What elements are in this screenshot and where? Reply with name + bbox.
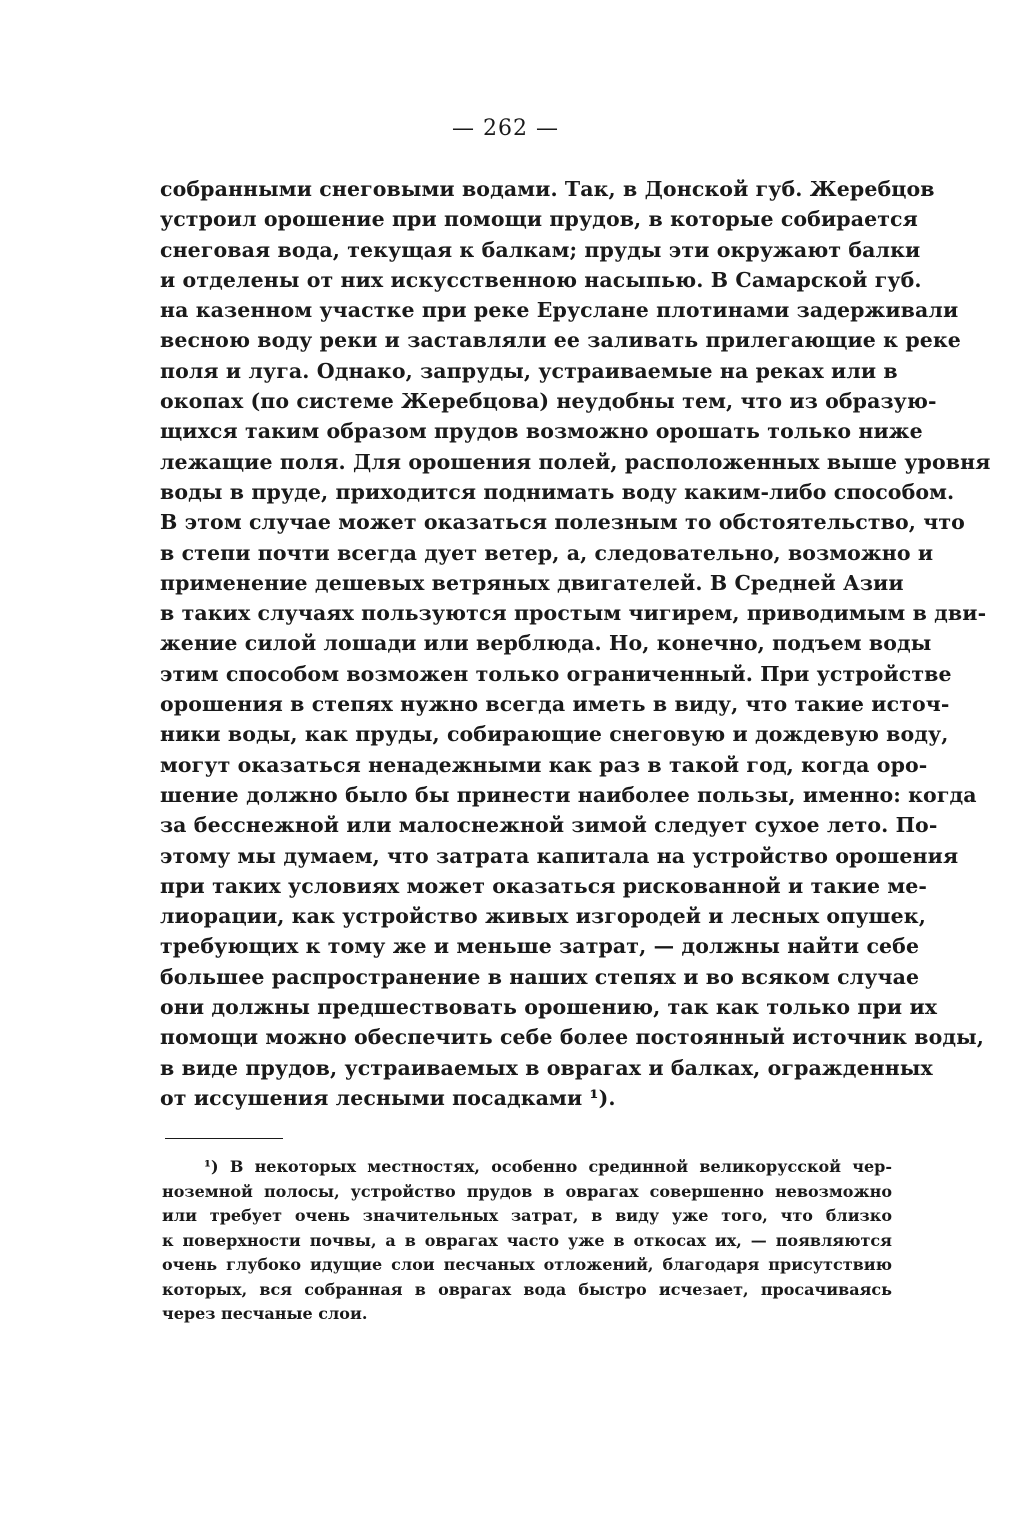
text-line: собранными снеговыми водами. Так, в Донской губ. Жеребцов [160,177,935,201]
text-line: они должны предшествовать орошению, так как только при их [160,995,938,1020]
text-line: устроил орошение при помощи прудов, в которые собирается [160,207,918,232]
text-line: большее распространение в наших степях и во всяком случае [160,964,920,989]
text-line: жение силой лошади или верблюда. Но, конечно, подъем воды [160,631,932,656]
footnote-line: ¹) В некоторых местностях, особенно срединной великорусской чер- [204,1157,892,1176]
text-line: шение должно было бы принести наиболее пользы, именно: когда [160,782,977,807]
text-line: за бесснежной или малоснежной зимой следует сухое лето. По- [160,813,938,838]
text-line-last: от иссушения лесными посадками ¹). [160,1085,616,1110]
text-line: ники воды, как пруды, собирающие снеговую и дождевую воду, [160,722,949,747]
footnote-line: к поверхности почвы, а в оврагах часто уже в откосах их, — появляются [162,1230,892,1250]
text-line: могут оказаться ненадежными как раз в такой год, когда оро- [160,752,928,777]
text-line: орошения в степях нужно всегда иметь в виду, что такие источ- [160,692,950,717]
text-line: помощи можно обеспечить себе более постоянный источник воды, [160,1025,985,1050]
text-line: снеговая вода, текущая к балкам; пруды эти окружают балки [160,237,921,262]
text-line: в степи почти всегда дует ветер, а, следовательно, возможно и [160,540,934,565]
footnote-line: очень глубоко идущие слои песчаных отложений, благодаря присутствию [162,1255,892,1274]
footnote-line: ноземной полосы, устройство прудов в оврагах совершенно невозможно [162,1181,892,1201]
text-line: весною воду реки и заставляли ее заливать прилегающие к реке [160,328,961,353]
footnote-line-last: через песчаные слои. [162,1304,368,1323]
text-line: щихся таким образом прудов возможно орошать только ниже [160,419,923,444]
text-line: при таких условиях может оказаться рискованной и такие ме- [160,873,928,898]
footnote [162,1155,892,1327]
text-line: этому мы думаем, что затрата капитала на устройство орошения [160,843,959,868]
text-line: этим способом возможен только ограниченный. При устройстве [160,661,952,686]
text-line: в виде прудов, устраиваемых в оврагах и балках, огражденных [160,1055,933,1080]
text-line: лежащие поля. Для орошения полей, расположенных выше уровня [160,449,991,474]
footnote-line: которых, вся собранная в оврагах вода быстро исчезает, просачиваясь [162,1279,892,1299]
page-number: — 262 — [452,116,559,141]
text-line: применение дешевых ветряных двигателей. В Средней Азии [160,570,904,595]
text-line: воды в пруде, приходится поднимать воду каким-либо способом. [160,479,955,504]
text-line: окопах (по системе Жеребцова) неудобны тем, что из образую- [160,389,937,414]
footnote-line: или требует очень значительных затрат, в виду уже того, что близко [162,1206,892,1225]
text-line: лиорации, как устройство живых изгородей и лесных опушек, [160,904,926,929]
main-text [160,174,991,1113]
text-line: требующих к тому же и меньше затрат, — должны найти себе [160,934,920,959]
footnote-separator [165,1138,283,1139]
text-line: в таких случаях пользуются простым чигирем, приводимым в дви- [160,601,987,626]
text-line: и отделены от них искусственною насыпью. В Самарской губ. [160,267,922,292]
text-line: на казенном участке при реке Еруслане плотинами задерживали [160,298,959,323]
text-line: В этом случае может оказаться полезным то обстоятельство, что [160,510,965,535]
text-line: поля и луга. Однако, запруды, устраиваемые на реках или в [160,358,898,383]
